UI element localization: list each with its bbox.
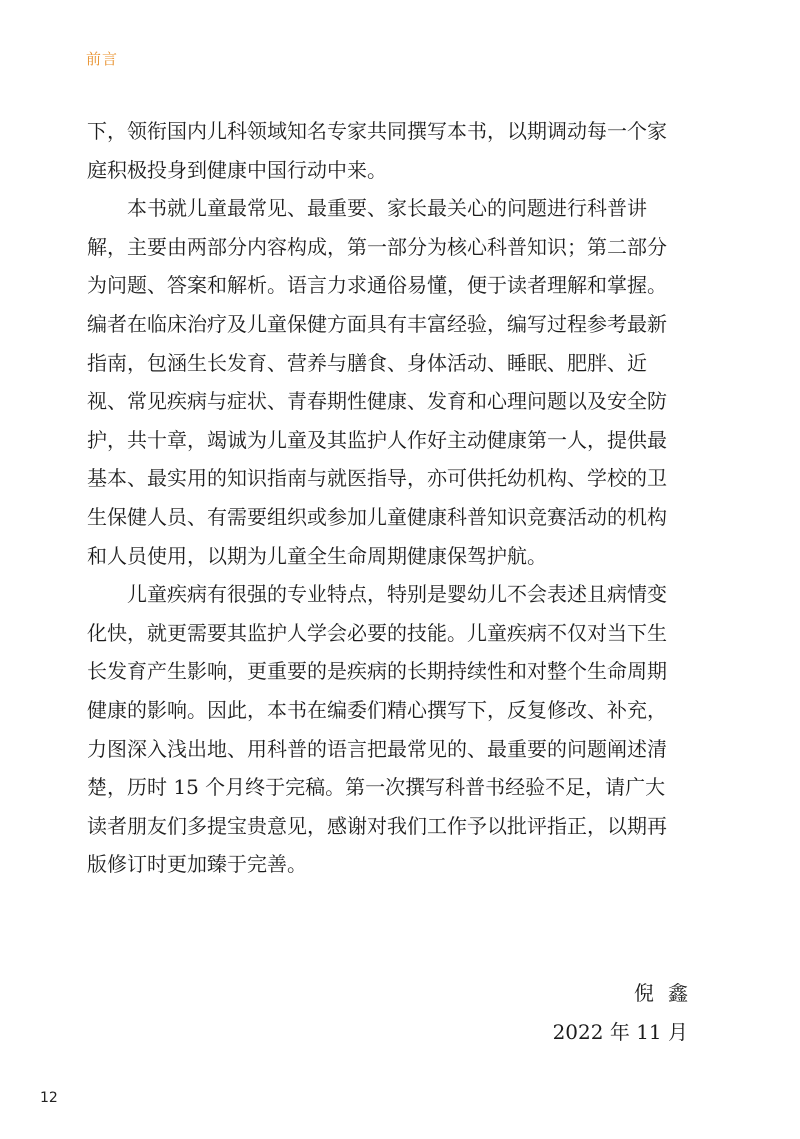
running-header-title: 前言 xyxy=(86,50,119,68)
text-line: 指南，包涵生长发育、营养与膳食、身体活动、睡眠、肥胖、近 xyxy=(87,350,647,375)
text-line: 庭积极投身到健康中国行动中来。 xyxy=(87,157,387,182)
text-line: 编者在临床治疗及儿童保健方面具有丰富经验，编写过程参考最新 xyxy=(87,311,667,336)
text-line: 儿童疾病有很强的专业特点，特别是婴幼儿不会表述且病情变 xyxy=(87,582,667,607)
page-number: 12 xyxy=(40,1090,58,1106)
text-line: 护，共十章，竭诚为儿童及其监护人作好主动健康第一人，提供最 xyxy=(87,427,667,452)
author-name: 倪鑫 xyxy=(634,981,702,1005)
text-line: 化快，就更需要其监护人学会必要的技能。儿童疾病不仅对当下生 xyxy=(87,620,667,645)
text-line: 下，领衔国内儿科领域知名专家共同撰写本书，以期调动每一个家 xyxy=(87,119,667,143)
text-line: 本书就儿童最常见、最重要、家长最关心的问题进行科普讲 xyxy=(87,196,647,221)
text-line: 基本、最实用的知识指南与就医指导，亦可供托幼机构、学校的卫 xyxy=(87,466,667,491)
text-line: 和人员使用，以期为儿童全生命周期健康保驾护航。 xyxy=(87,543,547,568)
text-line: 为问题、答案和解析。语言力求通俗易懂，便于读者理解和掌握。 xyxy=(87,273,667,298)
text-line: 解，主要由两部分内容构成，第一部分为核心科普知识；第二部分 xyxy=(87,234,667,259)
preface-body xyxy=(87,112,687,884)
signature-date: 2022 年 11 月 xyxy=(552,1019,688,1044)
text-line: 楚，历时 15 个月终于完稿。第一次撰写科普书经验不足，请广大 xyxy=(87,775,666,800)
text-line: 版修订时更加臻于完善。 xyxy=(87,852,307,877)
text-line: 健康的影响。因此，本书在编委们精心撰写下，反复修改、补充， xyxy=(87,697,667,722)
signature-block xyxy=(552,974,702,1051)
text-line: 力图深入浅出地、用科普的语言把最常见的、最重要的问题阐述清 xyxy=(87,736,667,761)
text-line: 生保健人员、有需要组织或参加儿童健康科普知识竞赛活动的机构 xyxy=(87,504,667,529)
paragraph-2 xyxy=(87,189,687,575)
paragraph-1 xyxy=(87,112,687,189)
text-line: 读者朋友们多提宝贵意见，感谢对我们工作予以批评指正，以期再 xyxy=(87,813,667,838)
text-line: 长发育产生影响，更重要的是疾病的长期持续性和对整个生命周期 xyxy=(87,659,667,684)
text-line: 视、常见疾病与症状、青春期性健康、发育和心理问题以及安全防 xyxy=(87,389,667,414)
paragraph-3 xyxy=(87,575,687,884)
